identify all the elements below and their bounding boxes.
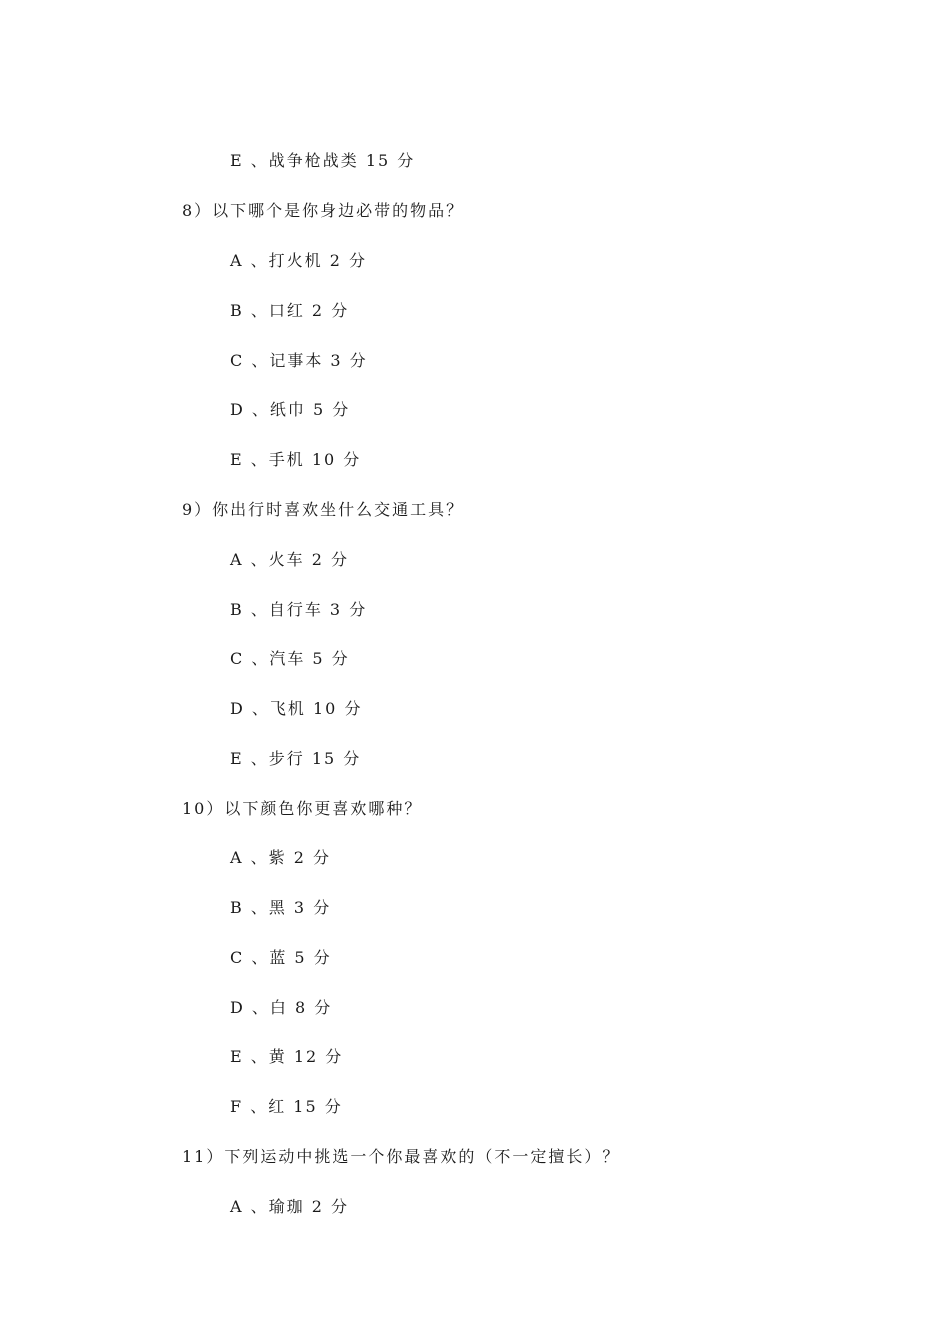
question-11: 11）下列运动中挑选一个你最喜欢的（不一定擅长）？ bbox=[182, 1147, 621, 1166]
option-q10-c: C 、蓝 5 分 bbox=[230, 948, 332, 967]
option-q9-c: C 、汽车 5 分 bbox=[230, 649, 350, 668]
option-q10-a: A 、紫 2 分 bbox=[230, 848, 331, 867]
option-q8-e: E 、手机 10 分 bbox=[230, 450, 362, 469]
option-q9-b: B 、自行车 3 分 bbox=[230, 600, 368, 619]
option-q10-f: F 、红 15 分 bbox=[230, 1097, 343, 1116]
option-q7-e: E 、战争枪战类 15 分 bbox=[230, 151, 416, 170]
option-q8-a: A 、打火机 2 分 bbox=[230, 251, 367, 270]
option-q10-b: B 、黑 3 分 bbox=[230, 898, 332, 917]
option-q8-b: B 、口红 2 分 bbox=[230, 301, 350, 320]
option-q9-d: D 、飞机 10 分 bbox=[230, 699, 363, 718]
question-8: 8）以下哪个是你身边必带的物品？ bbox=[182, 201, 465, 220]
question-10: 10）以下颜色你更喜欢哪种？ bbox=[182, 799, 423, 818]
option-q10-e: E 、黄 12 分 bbox=[230, 1047, 344, 1066]
option-q8-c: C 、记事本 3 分 bbox=[230, 351, 368, 370]
question-9: 9）你出行时喜欢坐什么交通工具？ bbox=[182, 500, 465, 519]
option-q11-a: A 、瑜珈 2 分 bbox=[230, 1197, 349, 1216]
option-q10-d: D 、白 8 分 bbox=[230, 998, 333, 1017]
option-q9-e: E 、步行 15 分 bbox=[230, 749, 362, 768]
option-q8-d: D 、纸巾 5 分 bbox=[230, 400, 351, 419]
option-q9-a: A 、火车 2 分 bbox=[230, 550, 349, 569]
